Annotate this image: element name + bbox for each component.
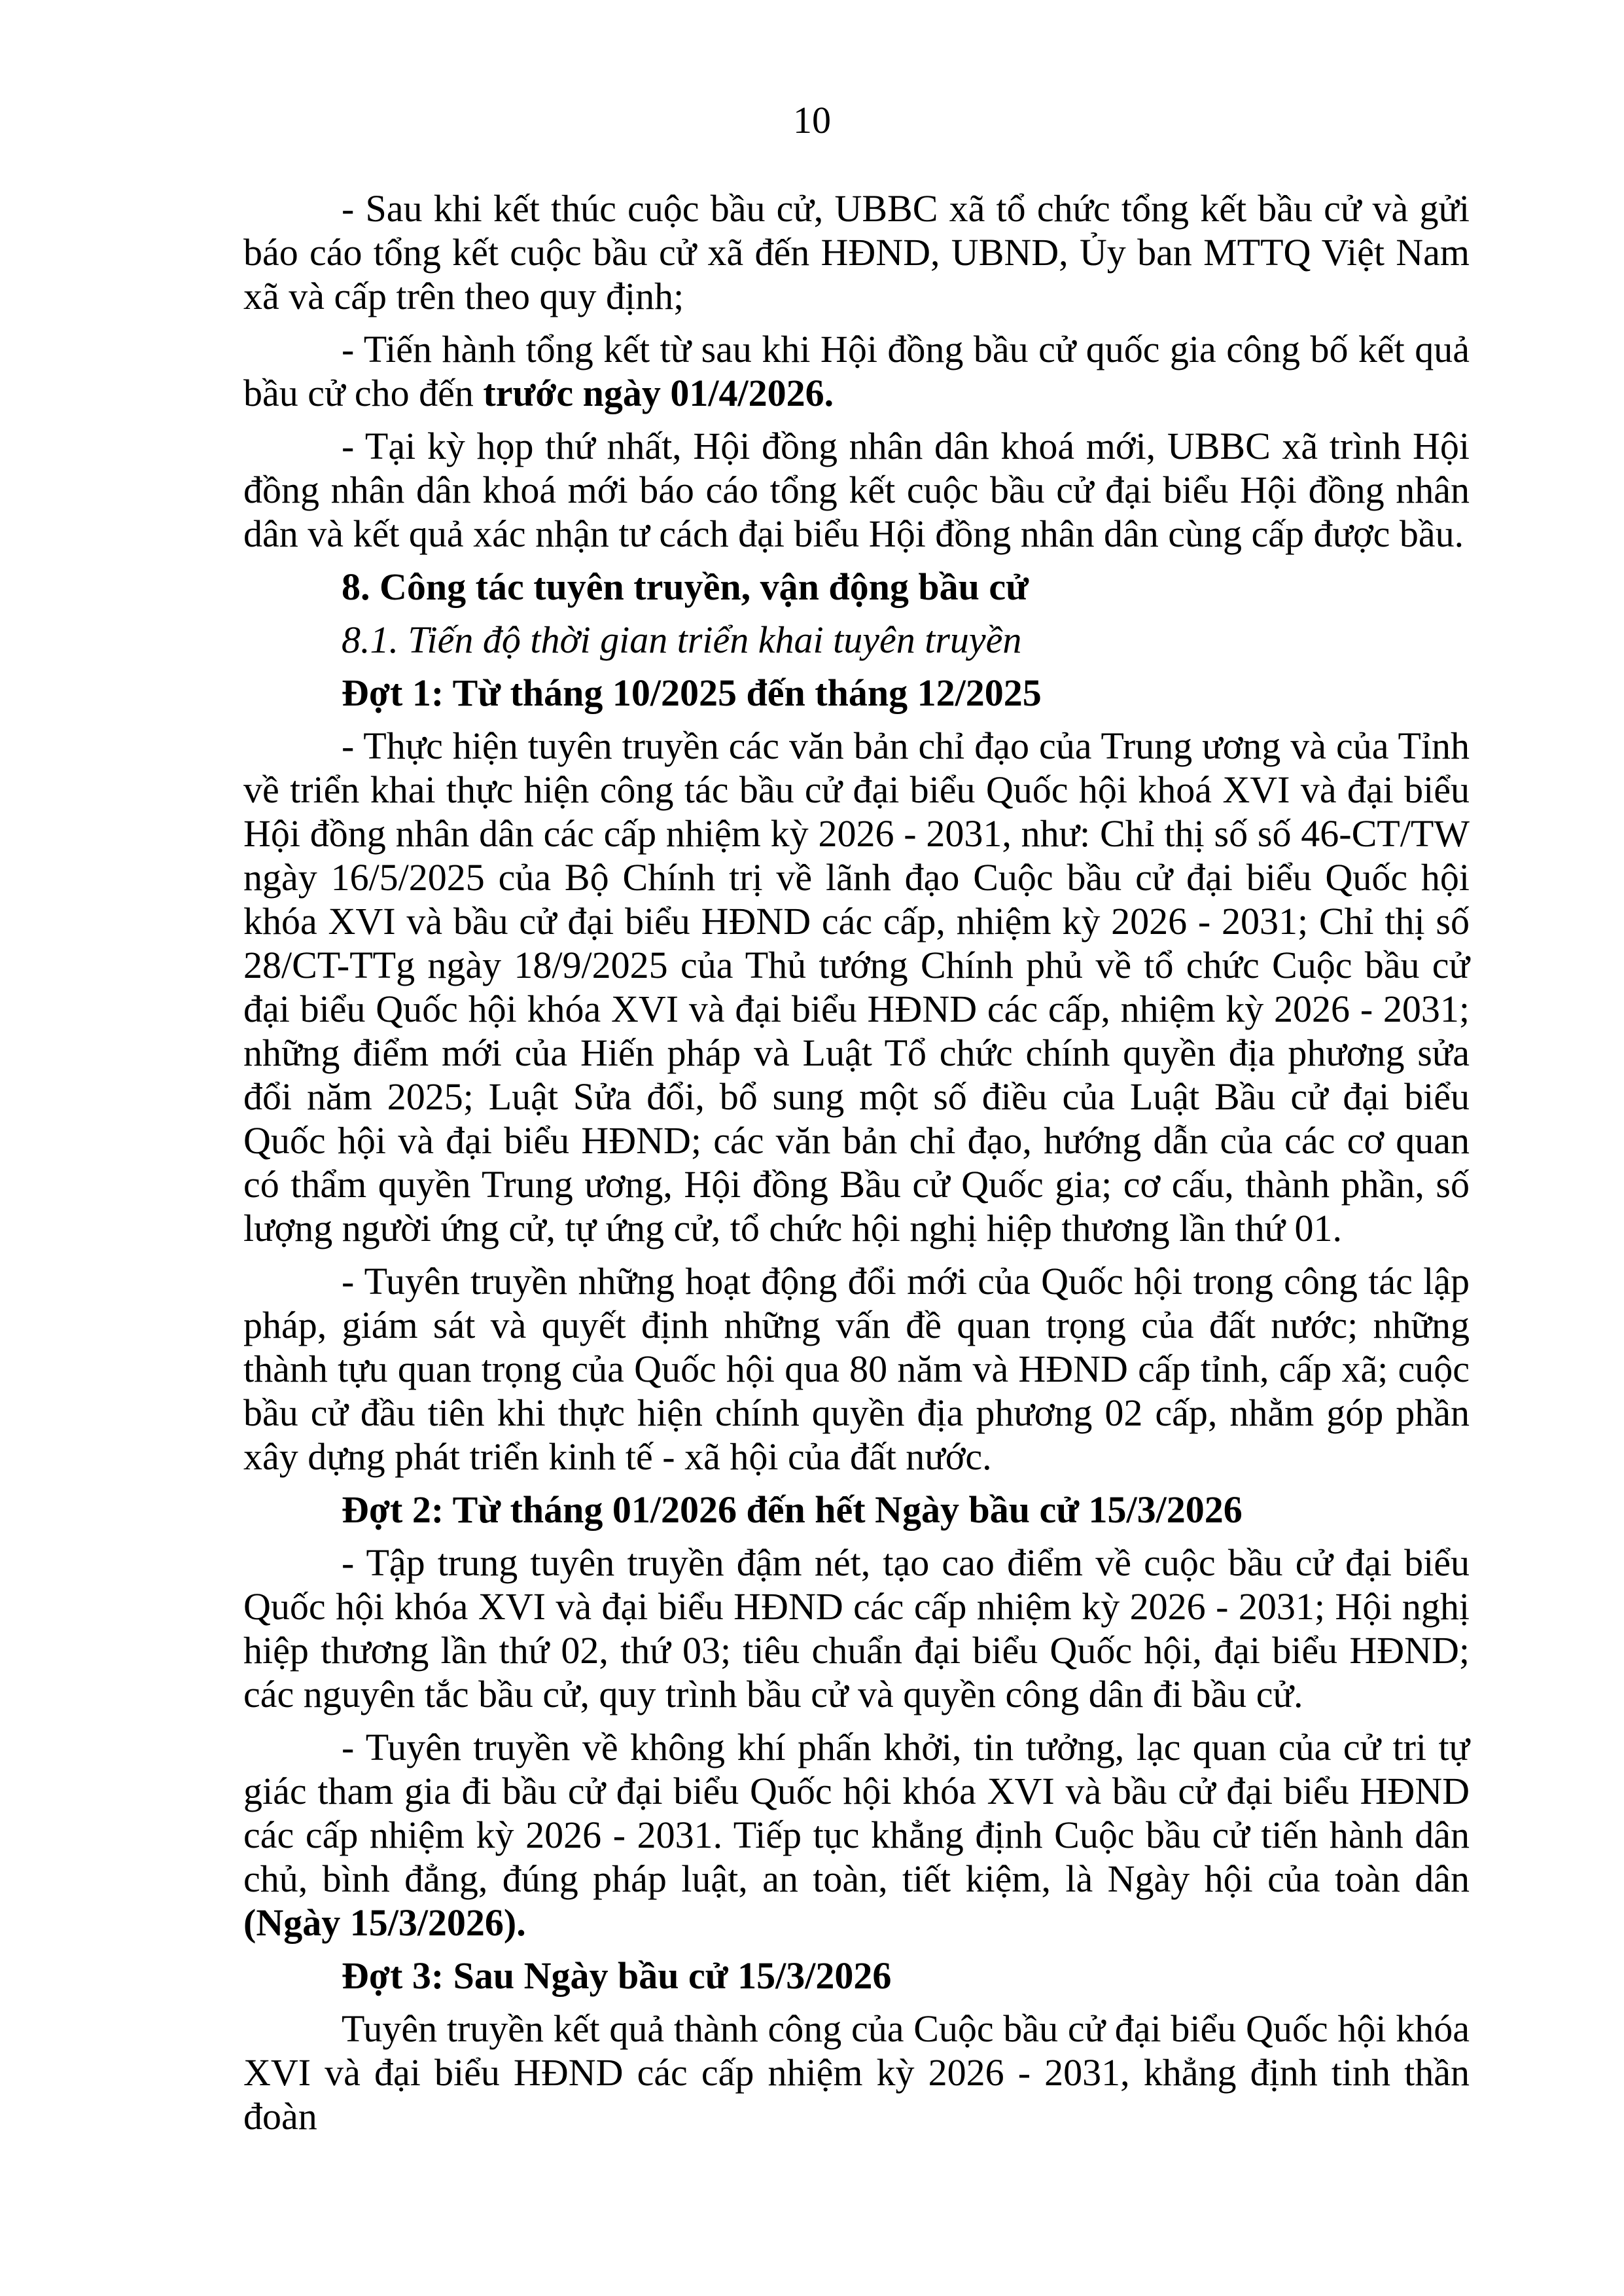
paragraph-text: - Tuyên truyền về không khí phấn khởi, tin tưởng, lạc quan của cử tri tự giác tham gia đi bầu cử đại biểu Quốc hội khóa XVI và bầu cử đại biểu HĐND các cấp nhiệm kỳ 2026 - 2031. Tiếp tục khẳng định Cuộc bầu cử tiến hành dân chủ, bình đẳng, đúng pháp luật, an toàn, tiết kiệm, là Ngày hội của toàn dân <box>243 1726 1470 1900</box>
section-heading: 8. Công tác tuyên truyền, vận động bầu cử <box>342 565 1029 608</box>
deadline-bold: trước ngày 01/4/2026. <box>483 372 834 414</box>
phase-3-title: Đợt 3: Sau Ngày bầu cử 15/3/2026 <box>342 1954 892 1997</box>
subsection-heading: 8.1. Tiến độ thời gian triển khai tuyên truyền <box>342 619 1022 661</box>
phase-2-title: Đợt 2: Từ tháng 01/2026 đến hết Ngày bầu cử 15/3/2026 <box>342 1488 1243 1531</box>
phase-3-paragraph: Tuyên truyền kết quả thành công của Cuộc bầu cử đại biểu Quốc hội khóa XVI và đại biểu HĐND các cấp nhiệm kỳ 2026 - 2031, khẳng định tinh thần đoàn <box>243 2007 1470 2138</box>
paragraph-text: - Tiến hành tổng kết từ sau khi Hội đồng bầu cử quốc gia công bố kết quả bầu cử cho đến <box>243 328 1470 414</box>
paragraph-first-session: - Tại kỳ họp thứ nhất, Hội đồng nhân dân khoá mới, UBBC xã trình Hội đồng nhân dân khoá mới báo cáo tổng kết cuộc bầu cử đại biểu Hội đồng nhân dân và kết quả xác nhận tư cách đại biểu Hội đồng nhân dân cùng cấp được bầu. <box>243 425 1470 555</box>
paragraph-summary-report: - Sau khi kết thúc cuộc bầu cử, UBBC xã tổ chức tổng kết bầu cử và gửi báo cáo tổng kết cuộc bầu cử xã đến HĐND, UBND, Ủy ban MTTQ Việt Nam xã và cấp trên theo quy định; <box>243 187 1470 317</box>
page-number: 10 <box>793 99 831 141</box>
phase-2-paragraph: - Tập trung tuyên truyền đậm nét, tạo cao điểm về cuộc bầu cử đại biểu Quốc hội khóa XVI và đại biểu HĐND các cấp nhiệm kỳ 2026 - 2031; Hội nghị hiệp thương lần thứ 02, thứ 03; tiêu chuẩn đại biểu Quốc hội, đại biểu HĐND; các nguyên tắc bầu cử, quy trình bầu cử và quyền công dân đi bầu cử. <box>243 1541 1470 1715</box>
phase-1-paragraph: - Thực hiện tuyên truyền các văn bản chỉ đạo của Trung ương và của Tỉnh về triển khai thực hiện công tác bầu cử đại biểu Quốc hội khoá XVI và đại biểu Hội đồng nhân dân các cấp nhiệm kỳ 2026 - 2031, như: Chỉ thị số số 46-CT/TW ngày 16/5/2025 của Bộ Chính trị về lãnh đạo Cuộc bầu cử đại biểu Quốc hội khóa XVI và bầu cử đại biểu HĐND các cấp, nhiệm kỳ 2026 - 2031; Chỉ thị số 28/CT-TTg ngày 18/9/2025 của Thủ tướng Chính phủ về tổ chức Cuộc bầu cử đại biểu Quốc hội khóa XVI và đại biểu HĐND các cấp, nhiệm kỳ 2026 - 2031; những điểm mới của Hiến pháp và Luật Tổ chức chính quyền địa phương sửa đổi năm 2025; Luật Sửa đổi, bổ sung một số điều của Luật Bầu cử đại biểu Quốc hội và đại biểu HĐND; các văn bản chỉ đạo, hướng dẫn của các cơ quan có thẩm quyền Trung ương, Hội đồng Bầu cử Quốc gia; cơ cấu, thành phần, số lượng người ứng cử, tự ứng cử, tổ chức hội nghị hiệp thương lần thứ 01. <box>243 725 1470 1249</box>
phase-1-paragraph: - Tuyên truyền những hoạt động đổi mới của Quốc hội trong công tác lập pháp, giám sát và quyết định những vấn đề quan trọng của đất nước; những thành tựu quan trọng của Quốc hội qua 80 năm và HĐND cấp tỉnh, cấp xã; cuộc bầu cử đầu tiên khi thực hiện chính quyền địa phương 02 cấp, nhằm góp phần xây dựng phát triển kinh tế - xã hội của đất nước. <box>243 1260 1470 1478</box>
paragraph-summary-deadline <box>243 327 1470 415</box>
phase-2-paragraph <box>243 1725 1470 1945</box>
document-body <box>243 187 1470 2147</box>
election-day-bold: (Ngày 15/3/2026). <box>243 1901 526 1944</box>
phase-1-title: Đợt 1: Từ tháng 10/2025 đến tháng 12/2025 <box>342 672 1042 714</box>
